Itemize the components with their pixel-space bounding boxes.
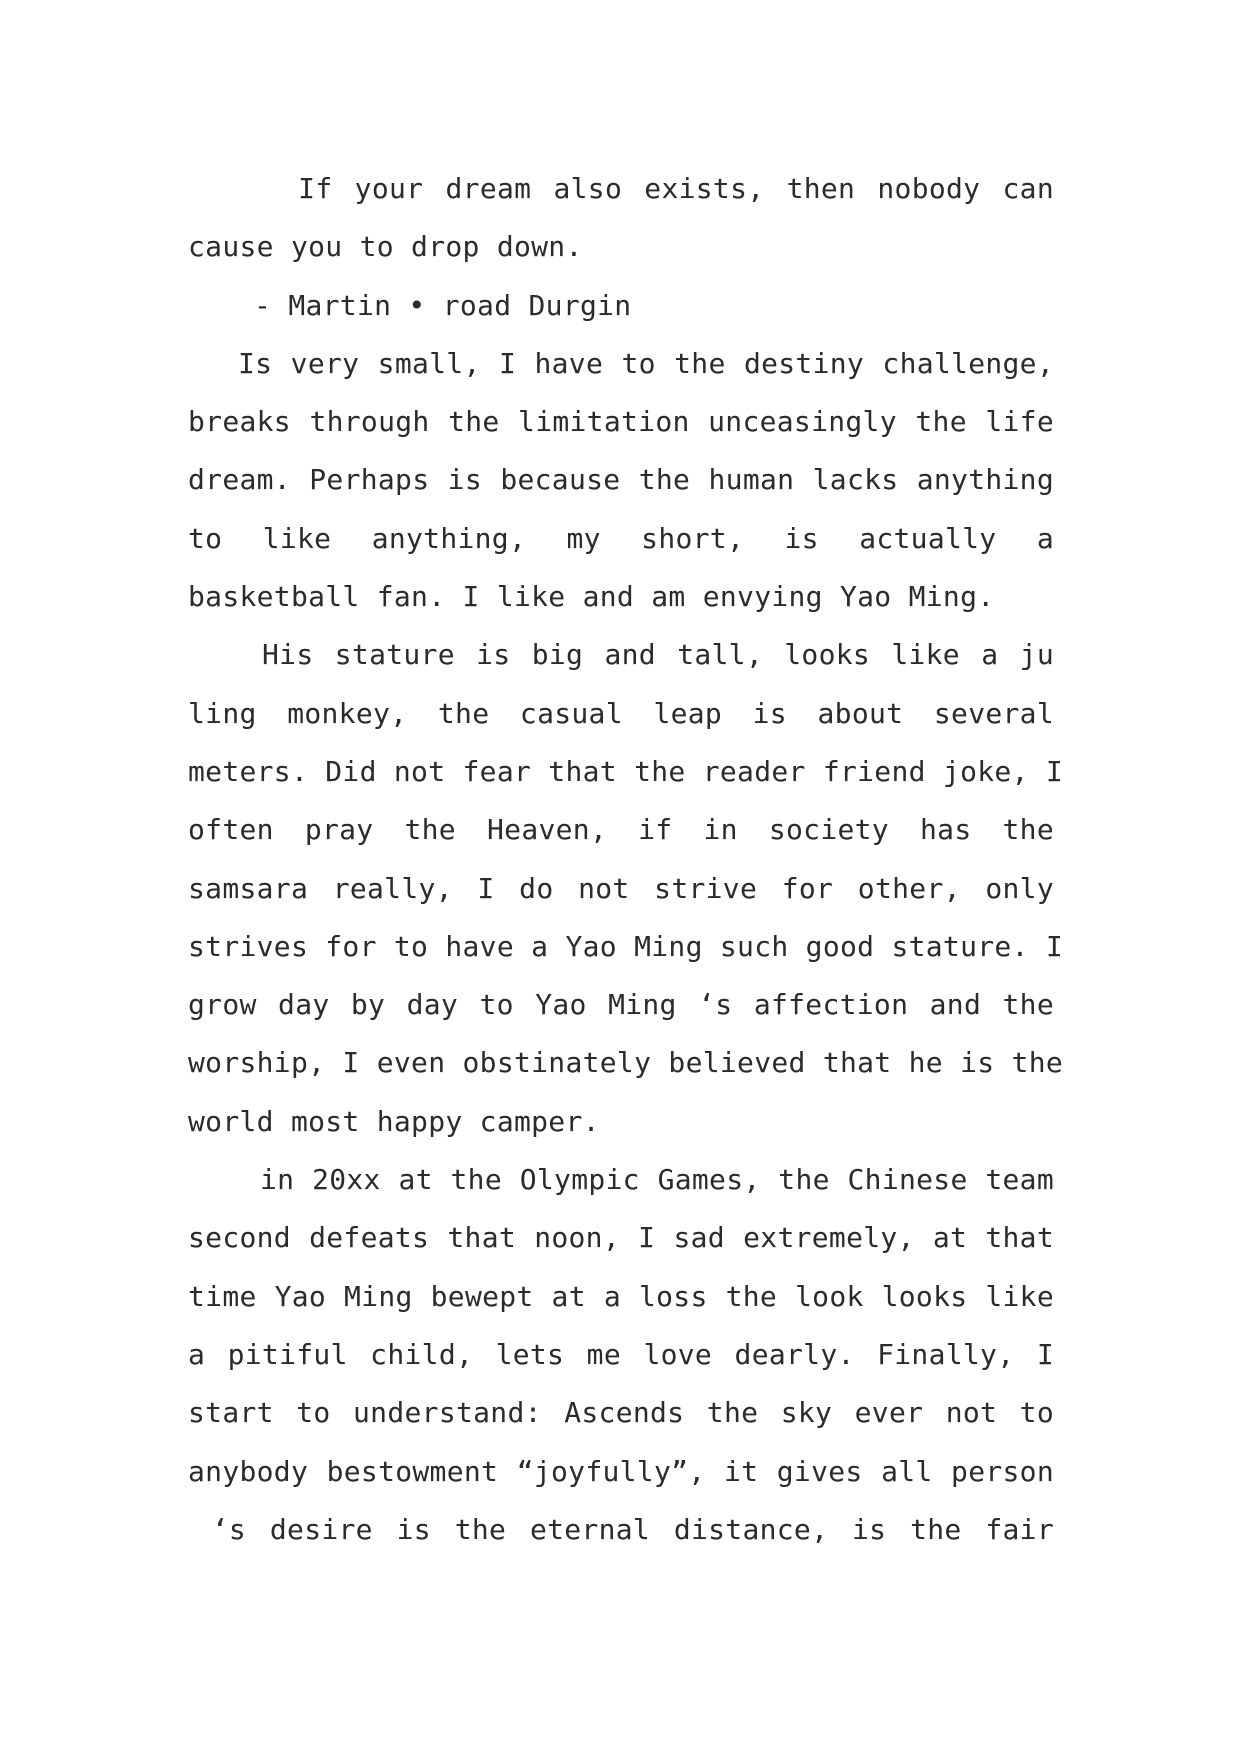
text-line: basketball fan. I like and am envying Yao Ming. — [188, 580, 995, 614]
text-line: in 20xx at the Olympic Games, the Chinese team — [260, 1163, 1054, 1197]
text-line: world most happy camper. — [188, 1104, 600, 1138]
text-line: worship, I even obstinately believed that he is the — [188, 1046, 1064, 1080]
text-line: If your dream also exists, then nobody can — [276, 172, 1054, 205]
text-line: time Yao Ming bewept at a loss the look looks like — [188, 1279, 1054, 1313]
text-line: often pray the Heaven, if in society has the — [188, 813, 1054, 847]
text-line: His stature is big and tall, looks like a ju — [262, 638, 1054, 672]
text-line: cause you to drop down. — [188, 230, 583, 264]
text-line: dream. Perhaps is because the human lacks anything — [188, 463, 1054, 497]
text-line: anybody bestowment “joyfully”, it gives all person — [188, 1454, 1054, 1488]
text-line: grow day by day to Yao Ming ‘s affection and the — [188, 988, 1054, 1022]
body-text — [188, 160, 1064, 1559]
text-line: Is very small, I have to the destiny challenge, — [238, 346, 1054, 380]
text-line: meters. Did not fear that the reader friend joke, I — [188, 754, 1064, 788]
text-line: ling monkey, the casual leap is about several — [188, 696, 1054, 730]
text-line: to like anything, my short, is actually a — [188, 521, 1054, 555]
text-line: second defeats that noon, I sad extremely, at that — [188, 1221, 1054, 1255]
text-line: - Martin • road Durgin — [254, 288, 632, 322]
text-line: breaks through the limitation unceasingly the life — [188, 405, 1054, 439]
text-line: samsara really, I do not strive for other, only — [188, 871, 1054, 905]
text-line: start to understand: Ascends the sky ever not to — [188, 1396, 1054, 1430]
text-line: strives for to have a Yao Ming such good stature. I — [188, 929, 1064, 963]
text-line: ‘s desire is the eternal distance, is the fair — [188, 1512, 1054, 1546]
text-line: a pitiful child, lets me love dearly. Finally, I — [188, 1337, 1054, 1371]
